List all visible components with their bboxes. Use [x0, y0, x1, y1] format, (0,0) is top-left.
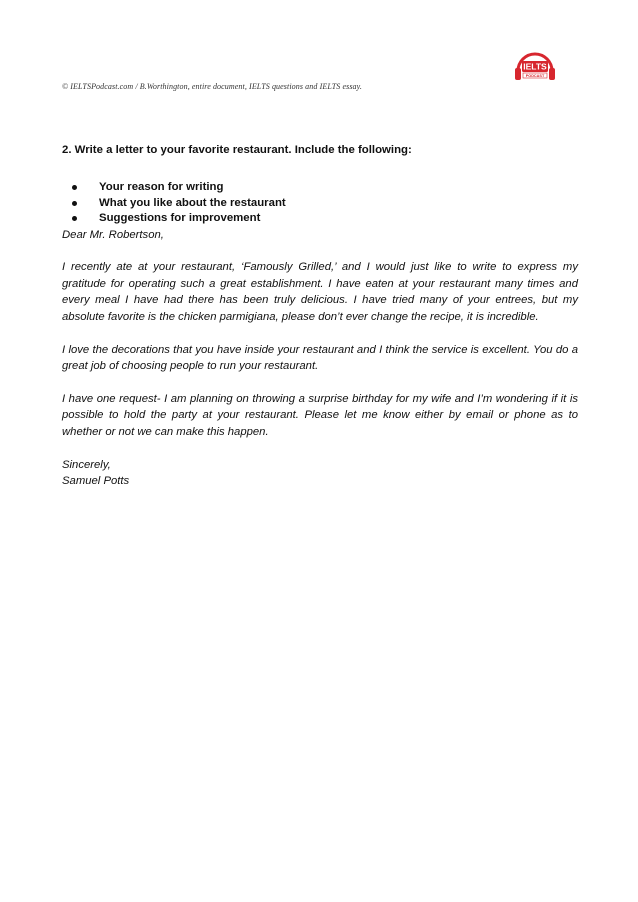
letter-paragraph: I love the decorations that you have inside your restaurant and I think the service is excellent. You do a great job of choosing people to run your restaurant. [62, 343, 578, 372]
letter-paragraph: I recently ate at your restaurant, ‘Famously Grilled,’ and I would just like to write to express my gratitude for operating such a great establishment. I have eaten at your restaurant many times and every meal I have had there has been truly delicious. I have tried many of your entrees, but my absolute favorite is the chicken parmigiana, please don’t ever change the recipe, it is incredible. [62, 261, 578, 323]
document-body [62, 142, 578, 489]
bullet-icon [72, 185, 77, 190]
task-point [66, 180, 578, 196]
task-point-text: Your reason for writing [99, 181, 224, 193]
header-credit: © IELTSPodcast.com / B.Worthington, entire document, IELTS questions and IELTS essay. [62, 82, 362, 91]
task-point-text: What you like about the restaurant [99, 196, 286, 209]
letter-salutation: Dear Mr. Robertson, [62, 228, 164, 241]
letter [62, 227, 578, 490]
letter-paragraph: I have one request- I am planning on throwing a surprise birthday for my wife and I’m wondering if it is possible to hold the party at your restaurant. Please let me know either by email or phone as to whether or not we can make this happen. [62, 392, 578, 438]
task-points-list [62, 180, 578, 227]
task-point [66, 211, 578, 227]
logo-text-top: IELTS [523, 61, 547, 72]
bullet-icon [72, 216, 77, 221]
logo-text-bottom: PODCAST [525, 74, 545, 79]
letter-signature: Samuel Potts [62, 474, 130, 487]
task-point-text: Suggestions for improvement [99, 212, 261, 224]
bullet-icon [72, 201, 77, 206]
letter-closing: Sincerely, [62, 458, 111, 471]
ielts-podcast-headphones-logo-icon [512, 47, 558, 85]
task-point [66, 196, 578, 212]
task-question: 2. Write a letter to your favorite restaurant. Include the following: [62, 144, 412, 156]
